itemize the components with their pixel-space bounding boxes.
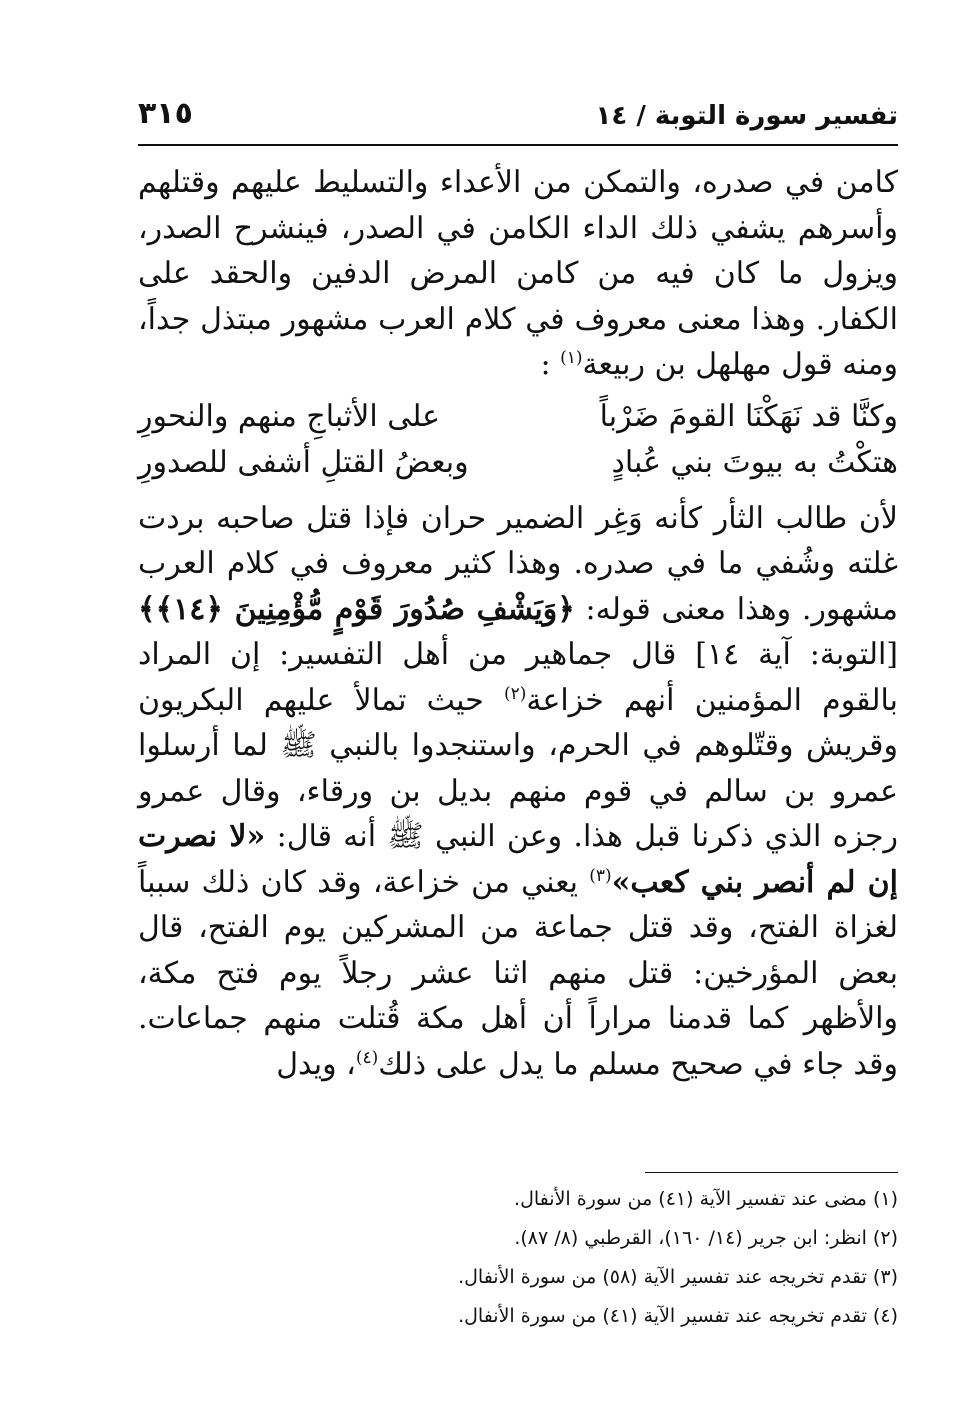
footnote-ref-3: (٣) (589, 865, 612, 886)
quran-verse: ﴿وَيَشْفِ صُدُورَ قَوْمٍ مُّؤْمِنِينَ ﴿١٤﴾﴾ (138, 591, 575, 627)
paragraph-2-text-d: يعني من خزاعة، وقد كان ذلك سبباً لغزاة الفتح، وقد قتل جماعة من المشركين يوم الفتح، قال بعض المؤرخين: قتل منهم اثنا عشر رجلاً يوم فتح مكة، والأظهر كما قدمنا مراراً أن أهل مكة قُتلت منهم جماعات. وقد جاء في صحيح مسلم ما يدل على ذلك (138, 864, 898, 1082)
footnote-ref-2: (٢) (503, 683, 527, 704)
footnotes (138, 1180, 898, 1336)
poetry-block (138, 394, 898, 486)
verse-2-second-hemistich: وبعضُ القتلِ أشفى للصدورِ (138, 444, 469, 480)
paragraph-2 (138, 496, 898, 1088)
verse-2-first-hemistich: هتكْتُ به بيوتَ بني عُبادٍ (611, 444, 898, 480)
footnote-separator (645, 1172, 898, 1173)
verse-line-2 (138, 440, 898, 486)
footnote-1: (١) مضى عند تفسير الآية (٤١) من سورة الأنفال. (514, 1188, 898, 1210)
verse-1-second-hemistich: على الأثباجِ منهم والنحورِ (138, 398, 441, 434)
verse-1-first-hemistich: وكنَّا قد نَهَكْنَا القومَ ضَرْباً (599, 398, 898, 434)
paragraph-2-text-a: لأن طالب الثأر كأنه وَغِر الضمير حران فإذا قتل صاحبه بردت غلته وشُفي ما في صدره. وهذا كثير معروف في كلام العرب مشهور. وهذا معنى قوله: (138, 500, 898, 627)
paragraph-2-text-c: حيث تمالأ عليهم البكريون وقريش وقتّلوهم في الحرم، واستنجدوا بالنبي ﷺ لما أرسلوا عمرو بن سالم في قوم منهم بديل بن ورقاء، وقال عمرو رجزه الذي ذكرنا قبل هذا. وعن النبي ﷺ أنه قال: (138, 682, 898, 854)
footnote-ref-1: (١) (560, 348, 583, 368)
footnote-4: (٤) تقدم تخريجه عند تفسير الآية (٤١) من سورة الأنفال. (458, 1305, 898, 1327)
verse-line-1 (138, 394, 898, 440)
page-header (138, 92, 898, 142)
running-title: تفسير سورة التوبة / ١٤ (595, 101, 898, 131)
footnote-ref-4: (٤) (355, 1047, 379, 1068)
hadith-quote: «لا نصرت إن لم أنصر بني كعب» (138, 819, 898, 900)
header-rule (138, 144, 898, 146)
paragraph-2-text-b: [التوبة: آية ١٤] قال جماهير من أهل التفسير: إن المراد بالقوم المؤمنين أنهم خزاعة (138, 637, 898, 718)
footnote-2: (٢) انظر: ابن جرير (١٤/ ١٦٠)، القرطبي (٨/ ٨٧). (514, 1227, 898, 1249)
paragraph-1-text: كامن في صدره، والتمكن من الأعداء والتسليط عليهم وقتلهم وأسرهم يشفي ذلك الداء الكامن في الصدر، فينشرح الصدر، ويزول ما كان فيه من كامن المرض الدفين والحقد على الكفار. وهذا معنى معروف في كلام العرب مشهور مبتذل جداً، ومنه قول مهلهل بن ربيعة (138, 165, 898, 382)
paragraph-2-text-e: ، ويدل (276, 1046, 356, 1082)
main-text (138, 160, 898, 1087)
paragraph-1 (138, 160, 898, 388)
page-number: ٣١٥ (138, 96, 193, 131)
paragraph-1-end: : (540, 347, 551, 382)
footnote-3: (٣) تقدم تخريجه عند تفسير الآية (٥٨) من سورة الأنفال. (458, 1266, 898, 1288)
